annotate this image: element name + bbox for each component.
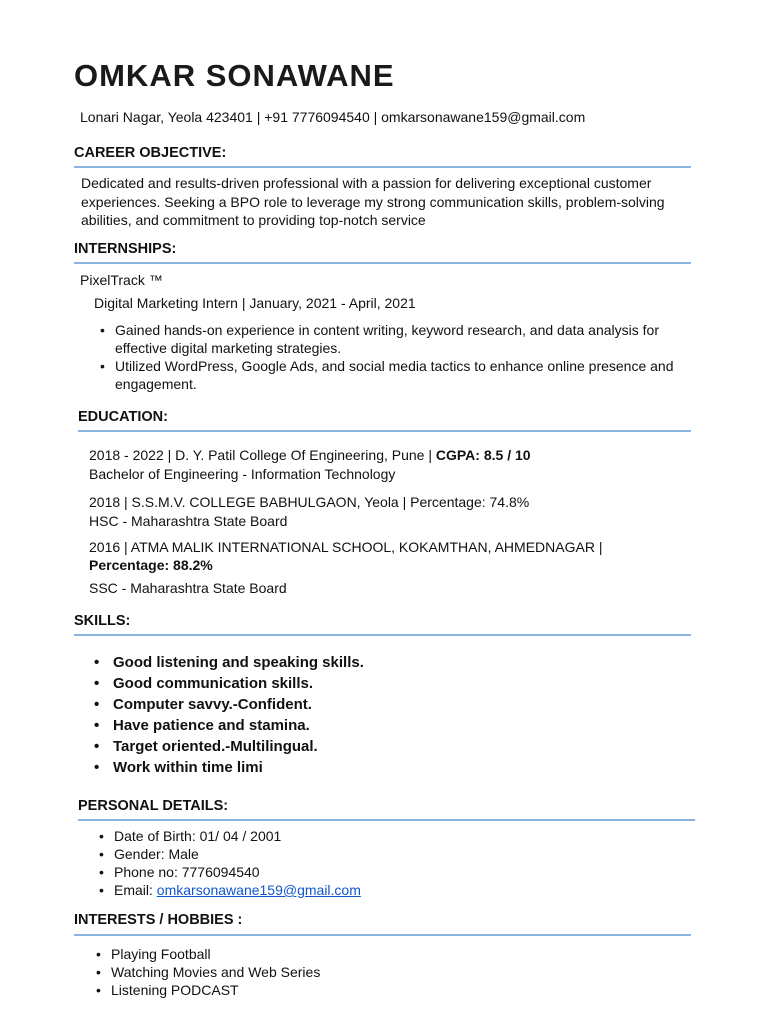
section-divider (74, 262, 691, 264)
list-item: • Gained hands-on experience in content writing, keyword research, and data analysis for effective digital marketing strategies. (100, 322, 659, 356)
list-item: • Date of Birth: 01/ 04 / 2001 (99, 828, 282, 844)
education-entry-3-board: SSC - Maharashtra State Board (89, 580, 287, 596)
list-item: • Watching Movies and Web Series (96, 964, 321, 980)
list-item: • Work within time limi (94, 759, 263, 776)
career-objective-text: Dedicated and results-driven professional with a passion for delivering exceptional customer experiences. Seeking a BPO role to leverage my strong communication skills, problem-solving abilities, and commitment to providing top-notch service (81, 175, 665, 228)
skills-heading: SKILLS: (74, 613, 131, 629)
intern-company: PixelTrack ™ (80, 272, 163, 288)
list-item: • Utilized WordPress, Google Ads, and social media tactics to enhance online presence and engagement. (100, 358, 674, 392)
list-item: • Phone no: 7776094540 (99, 864, 260, 880)
skills-list (94, 652, 364, 778)
section-divider (78, 430, 691, 432)
bullet-icon: • (94, 675, 100, 692)
bullet-icon: • (100, 322, 105, 338)
contact-line: Lonari Nagar, Yeola 423401 | +91 7776094540 | omkarsonawane159@gmail.com (80, 109, 586, 125)
personal-details-list (99, 827, 361, 899)
personal-details-heading: PERSONAL DETAILS: (78, 798, 229, 814)
bullet-icon: • (99, 864, 104, 880)
list-item: • Listening PODCAST (96, 982, 239, 998)
internships-heading: INTERNSHIPS: (74, 241, 177, 257)
bullet-icon: • (94, 654, 100, 671)
list-item: • Good communication skills. (94, 675, 314, 692)
list-item: • Email: omkarsonawane159@gmail.com (99, 882, 361, 898)
list-item: • Good listening and speaking skills. (94, 654, 364, 671)
bullet-icon: • (99, 882, 104, 898)
bullet-icon: • (99, 828, 104, 844)
bullet-icon: • (96, 982, 101, 998)
applicant-name: OMKAR SONAWANE (74, 58, 395, 93)
education-entry-3-line1: 2016 | ATMA MALIK INTERNATIONAL SCHOOL, KOKAMTHAN, AHMEDNAGAR | (89, 539, 603, 555)
bullet-icon: • (96, 964, 101, 980)
career-objective-heading: CAREER OBJECTIVE: (74, 145, 227, 161)
list-item: • Computer savvy.-Confident. (94, 696, 312, 713)
section-divider (78, 819, 695, 821)
bullet-icon: • (94, 738, 100, 755)
section-divider (74, 634, 691, 636)
list-item: • Playing Football (96, 946, 211, 962)
intern-role: Digital Marketing Intern | January, 2021 - April, 2021 (94, 295, 416, 311)
list-item: • Target oriented.-Multilingual. (94, 738, 318, 755)
bullet-icon: • (94, 759, 100, 776)
bullet-icon: • (99, 846, 104, 862)
bullet-icon: • (94, 696, 100, 713)
hobbies-heading: INTERESTS / HOBBIES : (74, 912, 243, 928)
bullet-icon: • (94, 717, 100, 734)
bullet-icon: • (96, 946, 101, 962)
list-item: • Gender: Male (99, 846, 199, 862)
email-link[interactable]: omkarsonawane159@gmail.com (156, 882, 361, 898)
section-divider (74, 166, 691, 168)
education-heading: EDUCATION: (78, 409, 168, 425)
section-divider (74, 934, 691, 936)
education-entry-2-board: HSC - Maharashtra State Board (89, 513, 288, 529)
hobbies-list (96, 945, 321, 999)
bullet-icon: • (100, 358, 105, 374)
list-item: • Have patience and stamina. (94, 717, 310, 734)
education-entry-1-line1: 2018 - 2022 | D. Y. Patil College Of Engineering, Pune | CGPA: 8.5 / 10 (89, 447, 531, 463)
education-entry-1-degree: Bachelor of Engineering - Information Technology (89, 466, 396, 482)
education-entry-2-line1: 2018 | S.S.M.V. COLLEGE BABHULGAON, Yeola | Percentage: 74.8% (89, 494, 530, 510)
education-entry-3-percentage: Percentage: 88.2% (89, 557, 213, 573)
intern-points (100, 321, 700, 393)
